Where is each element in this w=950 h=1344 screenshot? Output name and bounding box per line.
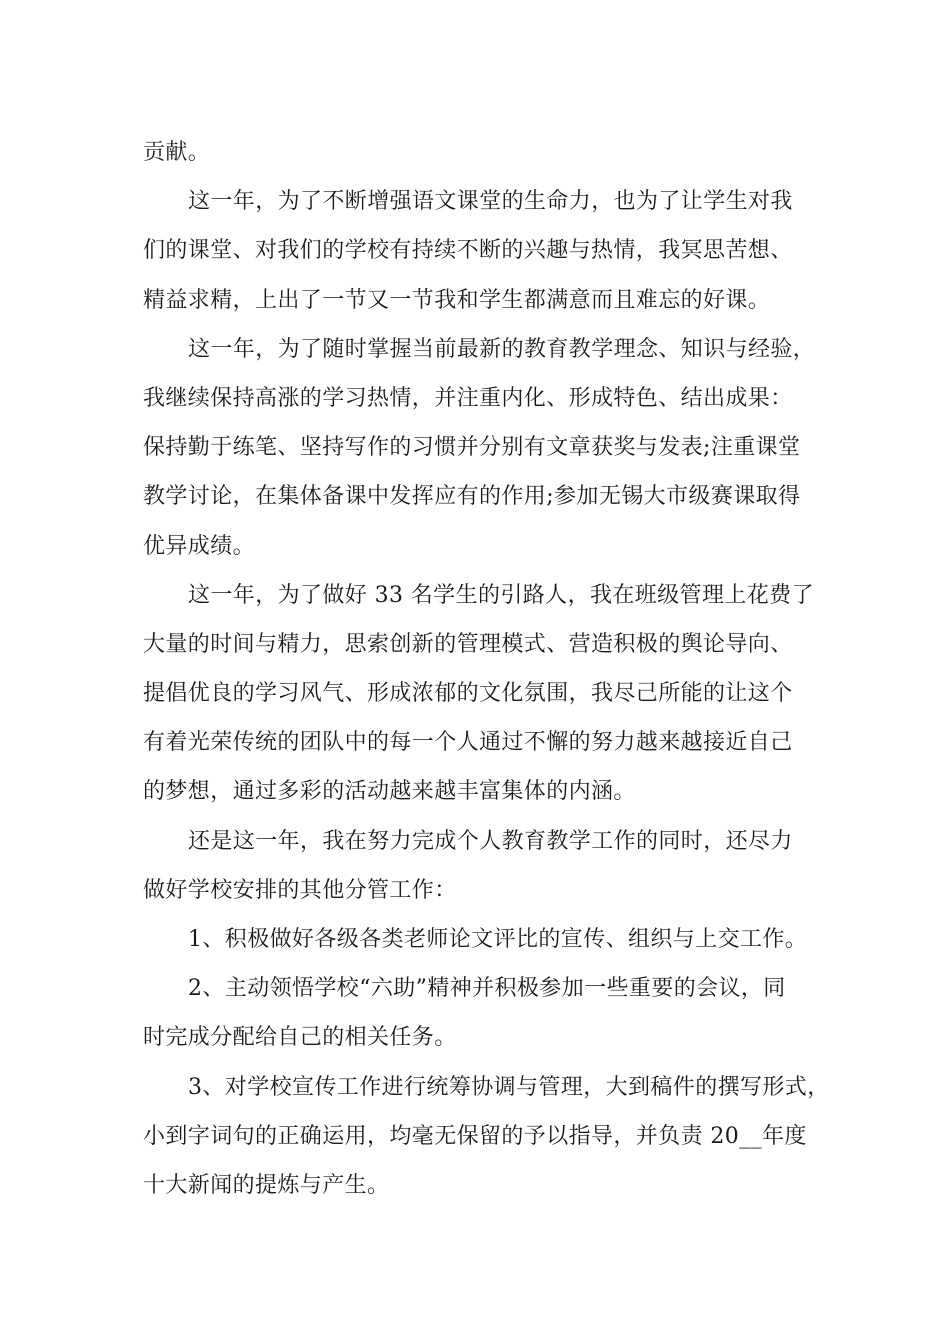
text-line: 贡献。 xyxy=(143,140,211,165)
text-line: 十大新闻的提炼与产生。 xyxy=(143,1172,390,1198)
document-body xyxy=(143,128,830,1210)
text-line: 们的课堂、对我们的学校有持续不断的兴趣与热情，我冥思苦想、 xyxy=(143,238,793,264)
text-line: 小到字词句的正确运用，均毫无保留的予以指导，并负责 20__年度 xyxy=(143,1123,807,1149)
text-line: 时完成分配给自己的相关任务。 xyxy=(143,1025,457,1051)
text-line: 做好学校安排的其他分管工作： xyxy=(143,877,457,903)
text-line: 精益求精，上出了一节又一节我和学生都满意而且难忘的好课。 xyxy=(143,287,771,313)
text-line: 优异成绩。 xyxy=(143,533,256,559)
list-item-line: 3、对学校宣传工作进行统筹协调与管理，大到稿件的撰写形式， xyxy=(188,1074,830,1100)
text-line: 教学讨论，在集体备课中发挥应有的作用;参加无锡大市级赛课取得 xyxy=(143,484,801,510)
text-line: 提倡优良的学习风气、形成浓郁的文化氛围，我尽己所能的让这个 xyxy=(143,681,793,707)
text-line: 我继续保持高涨的学习热情，并注重内化、形成特色、结出成果： xyxy=(143,385,793,411)
list-item-line: 2、主动领悟学校“六助”精神并积极参加一些重要的会议，同 xyxy=(188,976,786,1002)
paragraph-start-line: 这一年，为了不断增强语文课堂的生命力，也为了让学生对我 xyxy=(188,189,793,215)
text-line: 保持勤于练笔、坚持写作的习惯并分别有文章获奖与发表;注重课堂 xyxy=(143,435,801,461)
paragraph-start-line: 这一年，为了随时掌握当前最新的教育教学理念、知识与经验， xyxy=(188,336,816,362)
paragraph-start-line: 还是这一年，我在努力完成个人教育教学工作的同时，还尽力 xyxy=(188,828,793,854)
list-item-line: 1、积极做好各级各类老师论文评比的宣传、组织与上交工作。 xyxy=(188,927,808,952)
text-line: 大量的时间与精力，思索创新的管理模式、营造积极的舆论导向、 xyxy=(143,631,793,657)
text-line: 有着光荣传统的团队中的每一个人通过不懈的努力越来越接近自己 xyxy=(143,730,793,756)
paragraph-start-line: 这一年，为了做好 33 名学生的引路人，我在班级管理上花费了 xyxy=(188,582,814,608)
text-line: 的梦想，通过多彩的活动越来越丰富集体的内涵。 xyxy=(143,779,636,805)
